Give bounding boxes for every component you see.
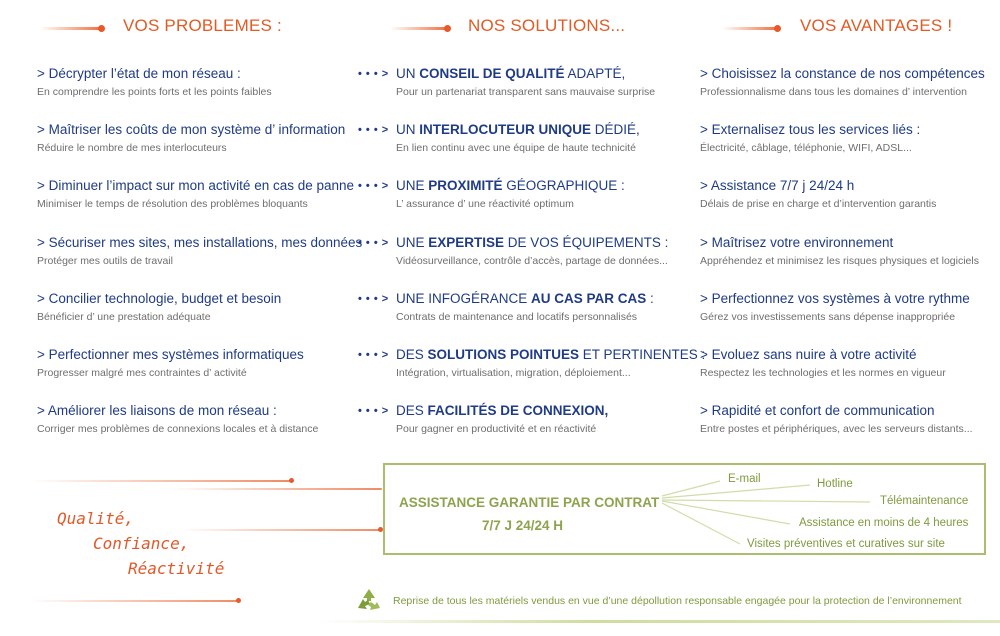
problem-subtitle: Bénéficier d’ une prestation adéquate (37, 311, 211, 323)
advantage-title: > Assistance 7/7 j 24/24 h (700, 178, 855, 193)
service-email: E-mail (728, 473, 761, 485)
advantage-item (700, 403, 1000, 436)
solution-title (396, 178, 696, 194)
solution-subtitle: Pour gagner en productivité et en réactivité (396, 423, 597, 435)
solution-title (396, 235, 696, 251)
solution-post: GÉOGRAPHIQUE : (502, 178, 625, 193)
dotted-arrow-icon: • • • > (358, 180, 389, 192)
decorative-line (30, 480, 292, 482)
service-hotline: Hotline (817, 478, 853, 490)
problem-item (37, 235, 363, 268)
header-accent-dot (444, 25, 451, 32)
solution-pre: UNE (396, 178, 429, 193)
solution-item (396, 291, 696, 324)
solution-post: : (646, 291, 654, 306)
advantage-subtitle: Professionnalisme dans tous les domaines d’ intervention (700, 86, 967, 98)
advantage-item (700, 235, 1000, 268)
solution-title (396, 291, 696, 307)
advantage-item (700, 66, 1000, 99)
solution-item (396, 235, 696, 268)
header-accent-dot (774, 25, 781, 32)
solution-post: DÉDIÉ, (591, 122, 640, 137)
dotted-arrow-icon: • • • > (358, 68, 389, 80)
problem-title: > Concilier technologie, budget et besoin (37, 291, 282, 306)
solution-title (396, 403, 696, 419)
problem-title: > Améliorer les liaisons de mon réseau : (37, 403, 277, 418)
problem-title: > Perfectionner mes systèmes informatiques (37, 347, 304, 362)
problem-subtitle: Réduire le nombre de mes interlocuteurs (37, 142, 227, 154)
assistance-hours: 7/7 J 24/24 H (482, 518, 564, 533)
problem-subtitle: Progresser malgré mes contraintes d’ activité (37, 367, 247, 379)
header-accent-dot (98, 25, 105, 32)
solution-title (396, 347, 706, 363)
service-fast-assistance: Assistance en moins de 4 heures (799, 517, 969, 529)
problem-item (37, 66, 337, 99)
slogan-confidence: Confiance, (93, 534, 190, 553)
solution-keyword: FACILITÉS DE CONNEXION, (427, 403, 609, 418)
advantage-title: > Choisissez la constance de nos compétences (700, 66, 985, 81)
decorative-line (30, 600, 240, 602)
solution-keyword: SOLUTIONS POINTUES (427, 347, 580, 362)
advantage-item (700, 347, 1000, 380)
problem-item (37, 403, 337, 436)
advantage-subtitle: Gérez vos investissements sans dépense inappropriée (700, 311, 956, 323)
header-accent-line (390, 27, 448, 30)
solution-item (396, 403, 696, 436)
advantage-subtitle: Délais de prise en charge et d’intervention garantis (700, 198, 937, 210)
assistance-title: ASSISTANCE GARANTIE PAR CONTRAT (399, 495, 660, 510)
bottom-green-line (320, 620, 1000, 623)
solution-title (396, 122, 696, 138)
advantage-title: > Rapidité et confort de communication (700, 403, 935, 418)
problem-title: > Sécuriser mes sites, mes installations, mes données (37, 235, 363, 250)
solution-keyword: INTERLOCUTEUR UNIQUE (419, 122, 591, 137)
solution-subtitle: Intégration, virtualisation, migration, déploiement... (396, 367, 631, 379)
solution-subtitle: En lien continu avec une équipe de haute technicité (396, 142, 636, 154)
problem-subtitle: En comprendre les points forts et les points faibles (37, 86, 272, 98)
decorative-line (170, 488, 382, 490)
solution-pre: UNE (396, 235, 429, 250)
dotted-arrow-icon: • • • > (358, 124, 389, 136)
advantage-title: > Maîtrisez votre environnement (700, 235, 894, 250)
advantage-subtitle: Respectez les technologies et les normes en vigueur (700, 367, 946, 379)
service-ray (662, 500, 870, 502)
solution-pre: DES (396, 403, 428, 418)
solution-pre: UN (396, 122, 420, 137)
service-ray (662, 485, 810, 498)
problem-title: > Décrypter l’état de mon réseau : (37, 66, 241, 81)
problem-item (37, 178, 355, 211)
decorative-line (180, 529, 382, 531)
solution-keyword: EXPERTISE (428, 235, 505, 250)
solution-pre: UNE INFOGÉRANCE (396, 291, 532, 306)
service-onsite-visits: Visites préventives et curatives sur site (747, 538, 945, 550)
solution-item (396, 347, 706, 380)
problem-subtitle: Corriger mes problèmes de connexions locales et à distance (37, 423, 319, 435)
solution-pre: DES (396, 347, 428, 362)
solution-keyword: AU CAS PAR CAS (531, 291, 647, 306)
header-problems: VOS PROBLEMES : (123, 16, 282, 35)
solution-subtitle: Vidéosurveillance, contrôle d’accès, partage de données... (396, 255, 668, 267)
advantage-item (700, 291, 1000, 324)
slogan-reactivity: Réactivité (128, 559, 225, 578)
solution-keyword: CONSEIL DE QUALITÉ (419, 66, 565, 81)
slogan-quality: Qualité, (57, 509, 135, 528)
decorative-dot (289, 478, 294, 483)
problem-subtitle: Protéger mes outils de travail (37, 255, 173, 267)
dotted-arrow-icon: • • • > (358, 237, 389, 249)
solution-subtitle: Contrats de maintenance and locatifs personnalisés (396, 311, 638, 323)
service-telemaintenance: Télémaintenance (880, 495, 969, 507)
advantage-subtitle: Entre postes et périphériques, avec les serveurs distants... (700, 423, 973, 435)
advantage-item (700, 178, 1000, 211)
header-accent-line (40, 27, 102, 30)
recycle-note: Reprise de tous les matériels vendus en vue d’une dépollution responsable engagée pour la protection de l’environnement (393, 595, 962, 607)
header-solutions: NOS SOLUTIONS... (468, 16, 626, 35)
solution-subtitle: L’ assurance d’ une réactivité optimum (396, 198, 574, 210)
header-accent-line (722, 27, 778, 30)
solution-item (396, 178, 696, 211)
solution-pre: UN (396, 66, 420, 81)
advantage-item (700, 122, 1000, 155)
solution-item (396, 122, 696, 155)
problem-item (37, 291, 337, 324)
solution-item (396, 66, 696, 99)
dotted-arrow-icon: • • • > (358, 405, 389, 417)
dotted-arrow-icon: • • • > (358, 293, 389, 305)
problem-item (37, 347, 337, 380)
dotted-arrow-icon: • • • > (358, 349, 389, 361)
solution-post: ADAPTÉ, (564, 66, 626, 81)
recycle-icon (354, 586, 384, 614)
solution-subtitle: Pour un partenariat transparent sans mauvaise surprise (396, 86, 656, 98)
solution-post: ET PERTINENTES : (579, 347, 706, 362)
solution-title (396, 66, 696, 82)
advantage-subtitle: Appréhendez et minimisez les risques physiques et logiciels (700, 255, 979, 267)
solution-keyword: PROXIMITÉ (428, 178, 503, 193)
service-ray (662, 503, 740, 544)
advantage-subtitle: Électricité, câblage, téléphonie, WIFI, ADSL... (700, 142, 912, 154)
header-advantages: VOS AVANTAGES ! (800, 16, 953, 35)
decorative-dot (236, 598, 241, 603)
problem-title: > Diminuer l’impact sur mon activité en cas de panne (37, 178, 355, 193)
solution-post: DE VOS ÉQUIPEMENTS : (504, 235, 669, 250)
advantage-title: > Evoluez sans nuire à votre activité (700, 347, 917, 362)
problem-item (37, 122, 346, 155)
problem-title: > Maîtriser les coûts de mon système d’ information (37, 122, 346, 137)
advantage-title: > Perfectionnez vos systèmes à votre rythme (700, 291, 970, 306)
problem-subtitle: Minimiser le temps de résolution des problèmes bloquants (37, 198, 308, 210)
advantage-title: > Externalisez tous les services liés : (700, 122, 921, 137)
